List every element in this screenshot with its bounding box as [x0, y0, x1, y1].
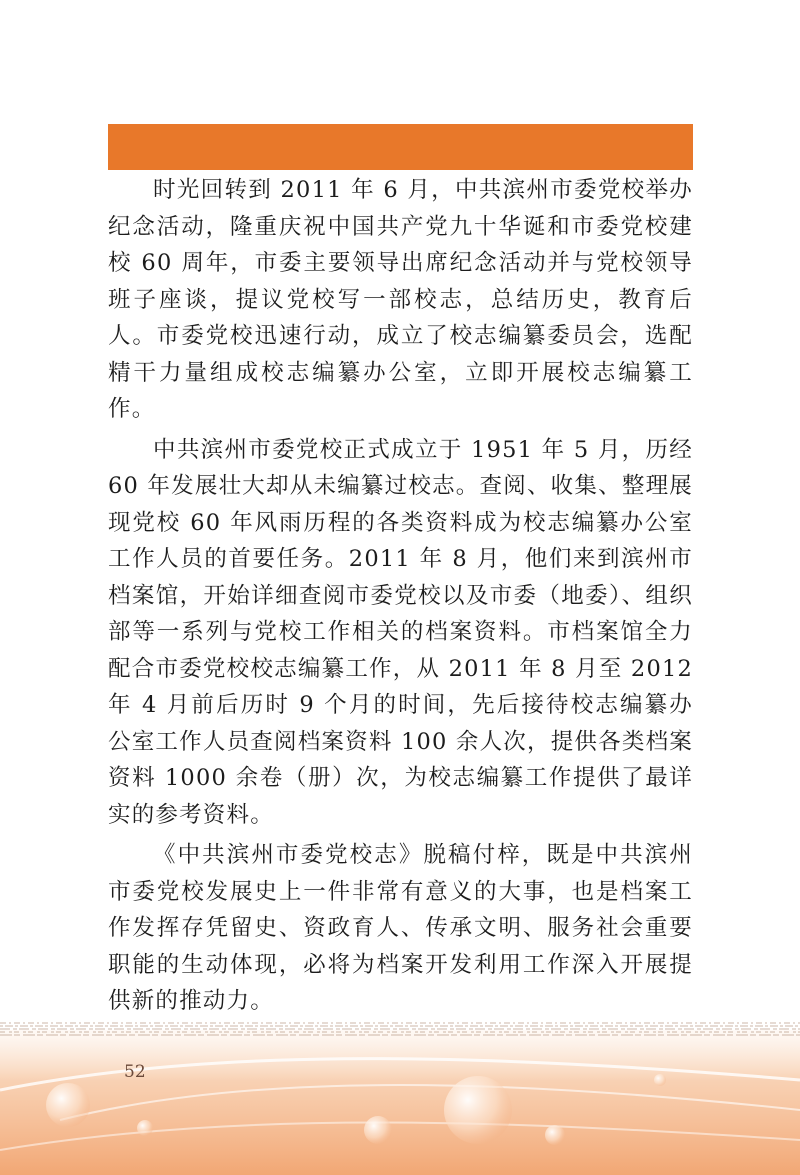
paragraph-2: 中共滨州市委党校正式成立于 1951 年 5 月，历经 60 年发展壮大却从未编纂过校志。查阅、收集、整理展现党校 60 年风雨历程的各类资料成为校志编纂办公室工作人员的首要任务。2011 年 8 月，他们来到滨州市档案馆，开始详细查阅市委党校以及市委（地委）、组织部等一系列与党校工作相关的档案资料。市档案馆全力配合市委党校校志编纂工作，从 2011 年 8 月至 2012 年 4 月前后历时 9 个月的时间，先后接待校志编纂办公室工作人员查阅档案资料 100 余人次，提供各类档案资料 1000 余卷（册）次，为校志编纂工作提供了最详实的参考资料。 — [108, 436, 693, 828]
paragraph-1: 时光回转到 2011 年 6 月，中共滨州市委党校举办纪念活动，隆重庆祝中国共产党九十华诞和市委党校建校 60 周年，市委主要领导出席纪念活动并与党校领导班子座谈，提议党校写一部校志，总结历史，教育后人。市委党校迅速行动，成立了校志编纂委员会，选配精干力量组成校志编纂办公室，立即开展校志编纂工作。 — [108, 177, 693, 422]
decorative-footer-bubbles-icon — [0, 1010, 800, 1175]
page-number: 52 — [124, 1062, 146, 1082]
header-accent-bar — [108, 124, 693, 170]
decorative-footer — [0, 1010, 800, 1175]
article-body — [108, 172, 693, 1020]
paragraph-3: 《中共滨州市委党校志》脱稿付梓，既是中共滨州市委党校发展史上一件非常有意义的大事，也是档案工作发挥存凭留史、资政育人、传承文明、服务社会重要职能的生动体现，必将为档案开发利用工作深入开展提供新的推动力。 — [108, 842, 693, 1014]
